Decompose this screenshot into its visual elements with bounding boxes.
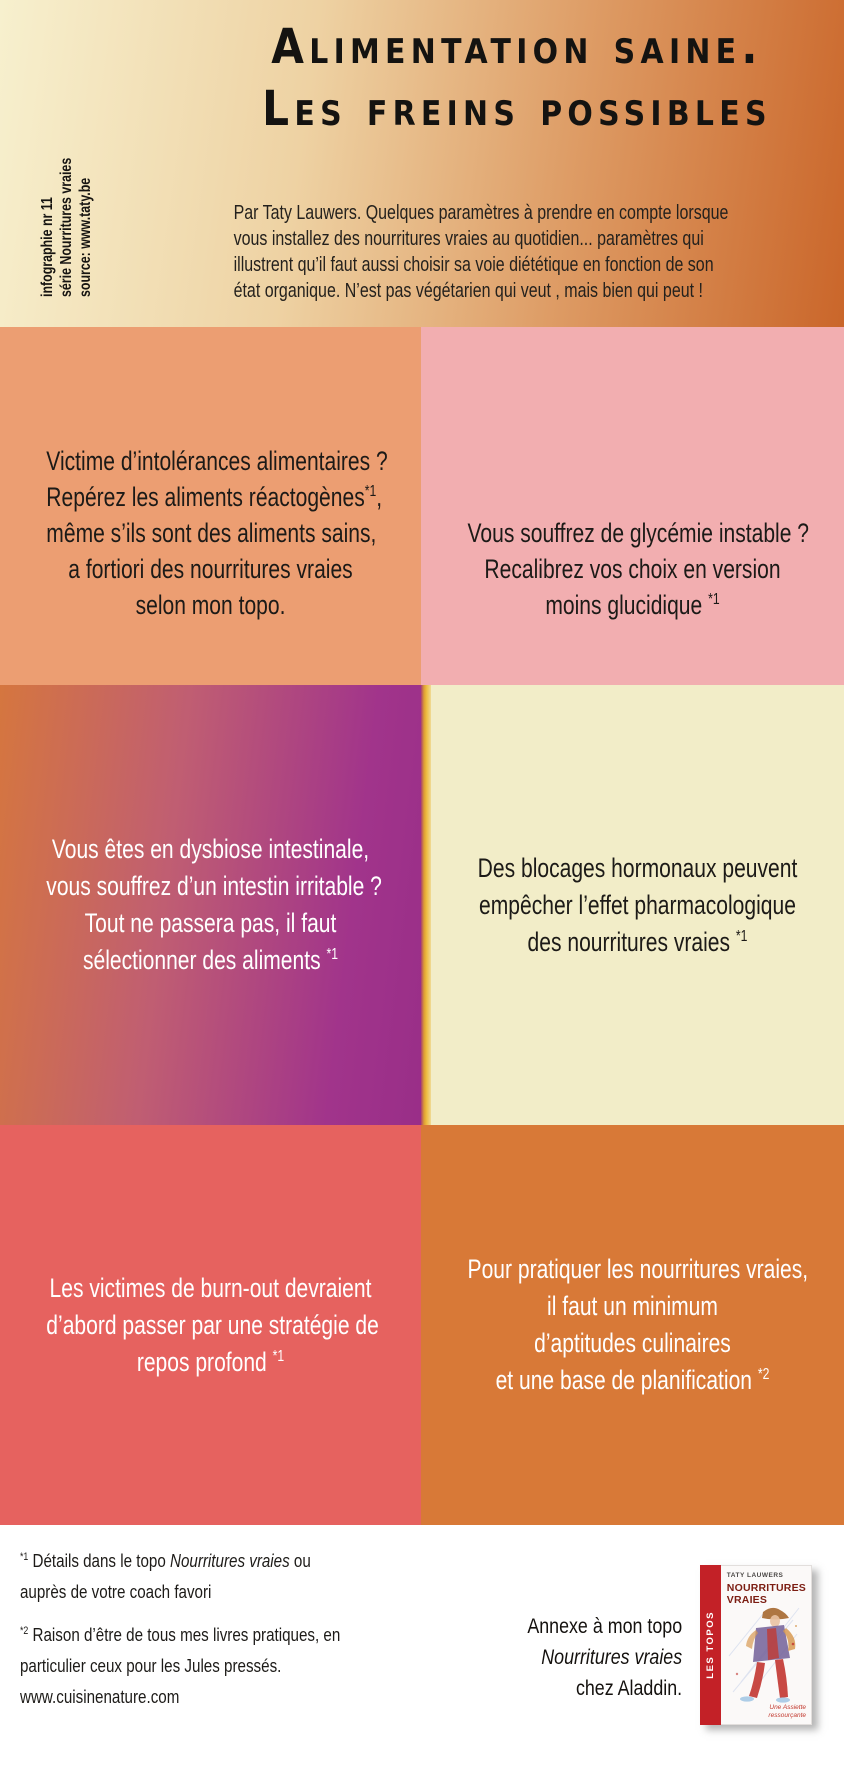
cell-dysbiose-intestinale	[0, 685, 421, 1125]
footer	[0, 1525, 844, 1772]
book-title-line-1: NOURRITURES	[726, 1582, 806, 1594]
intro-paragraph: Par Taty Lauwers. Quelques paramètres à prendre en compte lorsque vous installez des nourritures vraies au quotidien... paramètres qui illustrent qu’il faut aussi choisir sa voie diététique en fonction de son état organique. N’est pas végétarien qui veut , mais bien qui peut !	[233, 201, 729, 302]
footnote-2: $^{*2}$ Raison d’être de tous mes livres pratiques, en particulier ceux pour les Jules pressés. www.cuisinenature.com	[20, 1624, 341, 1707]
cell-glycemie-instable	[421, 327, 844, 685]
gold-divider-line	[421, 685, 431, 1125]
book-title-line-2: VRAIES	[726, 1593, 768, 1606]
cell-aptitudes-text: Pour pratiquer les nourritures vraies, il faut un minimum d’aptitudes culinaires et une base de planification $^{*2}$	[467, 1254, 809, 1395]
footnote-1: $^{*1}$ Détails dans le topo Nourritures vraies ou auprès de votre coach favori	[20, 1550, 311, 1602]
book-title	[727, 1583, 806, 1606]
book-tagline-line-2: ressourçante	[768, 1711, 806, 1719]
cell-aptitudes-culinaires	[421, 1125, 844, 1525]
cell-dysbiose-text: Vous êtes en dysbiose intestinale, vous souffrez d’un intestin irritable ? Tout ne passera pas, il faut sélectionner des aliments $^{*1}$	[46, 834, 382, 975]
page-title-line-2: Les freins possibles	[262, 81, 772, 137]
book-spine-label: LES TOPOS	[704, 1611, 716, 1679]
cell-hormones-text: Des blocages hormonaux peuvent empêcher l’effet pharmacologique des nourritures vraies $^{*1}$	[477, 852, 798, 957]
cell-blocages-hormonaux	[431, 685, 844, 1125]
cell-burnout-text: Les victimes de burn-out devraient d’abord passer par une stratégie de repos profond $^{*1}$	[46, 1272, 379, 1377]
cell-intolerances-alimentaires	[0, 327, 421, 685]
sidebar-meta: infographie nr 11 série Nourritures vraies source: www.taty.be	[39, 157, 94, 297]
page-title	[190, 16, 844, 140]
grid-row-3	[0, 1125, 844, 1525]
cell-intolerances-text: Victime d’intolérances alimentaires ? Repérez les aliments réactogènes$^{*1}$, même s’ils sont des aliments sains, a fortiori des nourritures vraies selon mon topo.	[46, 446, 388, 620]
cell-glycemie-text: Vous souffrez de glycémie instable ? Recalibrez vos choix en version moins glucidique $^{*1}$	[467, 518, 809, 620]
book-tagline	[768, 1704, 806, 1719]
book-front-cover	[721, 1565, 812, 1725]
book-spine	[700, 1565, 721, 1725]
cell-burn-out	[0, 1125, 421, 1525]
book-tagline-line-1: Une Assiette	[769, 1704, 806, 1711]
grid-row-2	[0, 685, 844, 1125]
footnotes	[20, 1545, 373, 1712]
page-title-line-1: Alimentation saine.	[271, 19, 763, 75]
watercolor-figure-illustration	[723, 1604, 801, 1704]
grid-row-1	[0, 327, 844, 685]
book-cover	[700, 1565, 812, 1725]
book-author: TATY LAUWERS	[726, 1572, 784, 1579]
annex-note: Annexe à mon topo Nourritures vraies chez Aladdin.	[527, 1615, 682, 1700]
header	[0, 0, 844, 327]
